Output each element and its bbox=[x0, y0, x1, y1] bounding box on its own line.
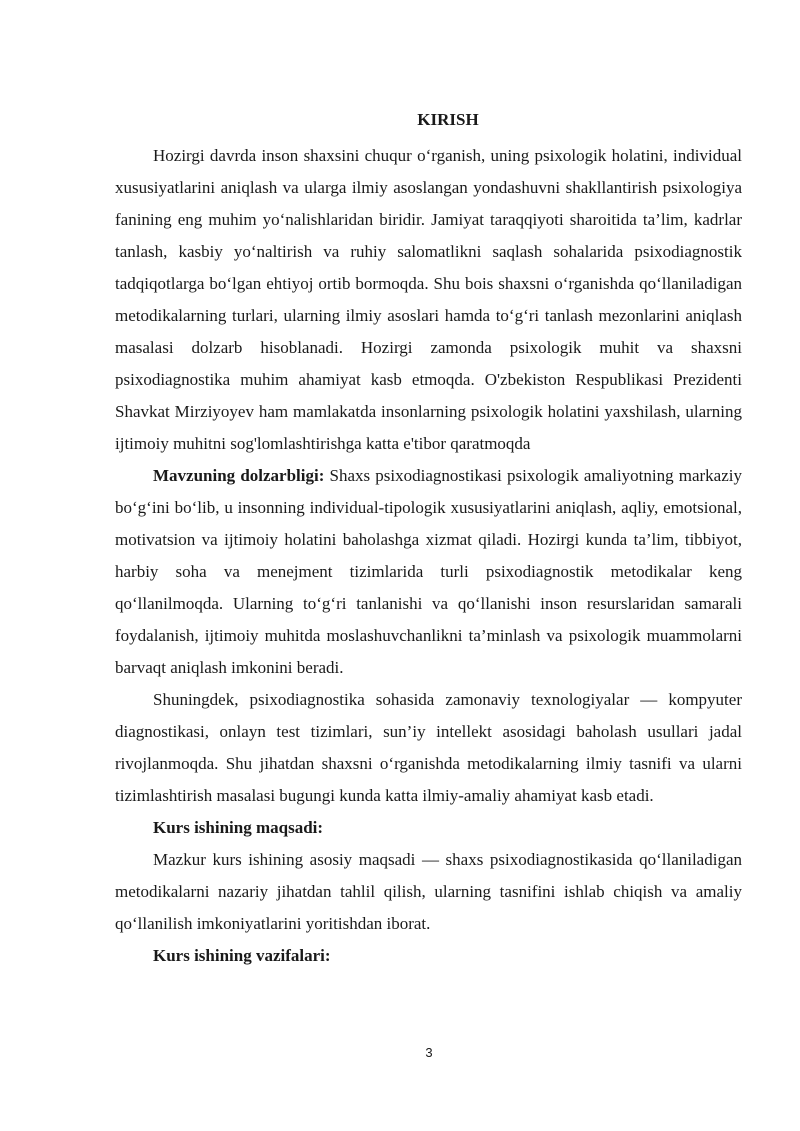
page-number: 3 bbox=[425, 1045, 433, 1060]
goal-paragraph: Mazkur kurs ishining asosiy maqsadi — shaxs psixodiagnostikasida qo‘llaniladigan metodikalarni nazariy jihatdan tahlil qilish, ularning tasnifini ishlab chiqish va amaliy qo‘llanilish imkoniyatlarini yoritishdan iborat. bbox=[115, 850, 742, 933]
intro-paragraph: Hozirgi davrda inson shaxsini chuqur o‘rganish, uning psixologik holatini, individual xususiyatlarini aniqlash va ularga ilmiy asoslangan yondashuvni shakllantirish psixologiya fanining eng muhim yo‘nalishlaridan biridir. Jamiyat taraqqiyoti sharoitida ta’lim, kadrlar tanlash, kasbiy yo‘naltirish va ruhiy salomatlikni saqlash sohalarida psixodiagnostik tadqiqotlarga bo‘lgan ehtiyoj ortib bormoqda. Shu bois shaxsni o‘rganishda qo‘llaniladigan metodikalarning turlari, ularning ilmiy asoslari hamda to‘g‘ri tanlash mezonlarini aniqlash masalasi dolzarb hisoblanadi. Hozirgi zamonda psixologik muhit va shaxsni psixodiagnostika muhim ahamiyat kasb etmoqda. O'zbekiston Respublikasi Prezidenti Shavkat Mirziyoyev ham mamlakatda insonlarning psixologik holatini yaxshilash, ularning ijtimoiy muhitni sog'lomlashtirishga katta e'tibor qaratmoqda bbox=[115, 146, 742, 453]
tasks-heading: Kurs ishining vazifalari: bbox=[153, 946, 331, 965]
document-body bbox=[115, 140, 742, 972]
goal-heading: Kurs ishining maqsadi: bbox=[153, 818, 324, 837]
relevance-label: Mavzuning dolzarbligi: bbox=[153, 466, 325, 485]
page-title: KIRISH bbox=[417, 110, 479, 129]
relevance-text: Shaxs psixodiagnostikasi psixologik amaliyotning markaziy bo‘g‘ini bo‘lib, u insonning individual-tipologik xususiyatlarini aniqlash, aqliy, emotsional, motivatsion va ijtimoiy holatini baholashga xizmat qiladi. Hozirgi kunda ta’lim, tibbiyot, harbiy soha va menejment tizimlarida turli psixodiagnostik metodikalar keng qo‘llanilmoqda. Ularning to‘g‘ri tanlanishi va qo‘llanishi inson resurslaridan samarali foydalanish, ijtimoiy muhitda moslashuvchanlikni ta’minlash va psixologik muammolarni barvaqt aniqlash imkonini beradi. bbox=[115, 466, 742, 677]
relevance-paragraph bbox=[115, 460, 742, 684]
technology-paragraph: Shuningdek, psixodiagnostika sohasida zamonaviy texnologiyalar — kompyuter diagnostikasi, onlayn test tizimlari, sun’iy intellekt asosidagi baholash usullari jadal rivojlanmoqda. Shu jihatdan shaxsni o‘rganishda metodikalarning ilmiy tasnifi va ularni tizimlashtirish masalasi bugungi kunda katta ilmiy-amaliy ahamiyat kasb etadi. bbox=[115, 690, 742, 805]
